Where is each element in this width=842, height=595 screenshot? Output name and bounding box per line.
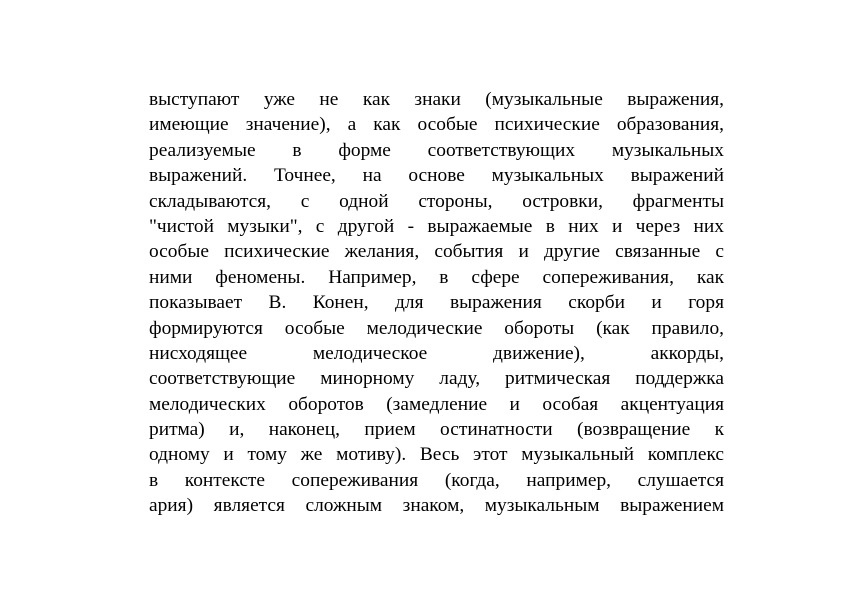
text-line: реализуемые в форме соответствующих музыкальных [149,139,724,161]
text-line: нисходящее мелодическое движение), аккорды, [149,342,724,364]
body-text [149,87,724,519]
text-line: в контексте сопереживания (когда, например, слушается [149,469,724,491]
text-line: имеющие значение), а как особые психические образования, [149,114,724,136]
text-line: соответствующие минорному ладу, ритмическая поддержка [149,368,724,390]
text-line: особые психические желания, события и другие связанные с [149,241,724,263]
text-line: одному и тому же мотиву). Весь этот музыкальный комплекс [149,444,724,466]
text-line: складываются, с одной стороны, островки, фрагменты [149,190,724,212]
text-line: ритма) и, наконец, прием остинатности (возвращение к [149,419,724,441]
text-line: выражений. Точнее, на основе музыкальных выражений [149,165,724,187]
text-line: ними феномены. Например, в сфере сопереживания, как [149,266,724,288]
text-line: ария) является сложным знаком, музыкальным выражением [149,495,724,517]
text-line: "чистой музыки", с другой - выражаемые в них и через них [149,215,724,237]
text-line: формируются особые мелодические обороты (как правило, [149,317,724,339]
text-line: показывает В. Конен, для выражения скорби и горя [149,292,724,314]
text-line: выступают уже не как знаки (музыкальные выражения, [149,89,724,110]
text-line: мелодических оборотов (замедление и особая акцентуация [149,393,724,415]
